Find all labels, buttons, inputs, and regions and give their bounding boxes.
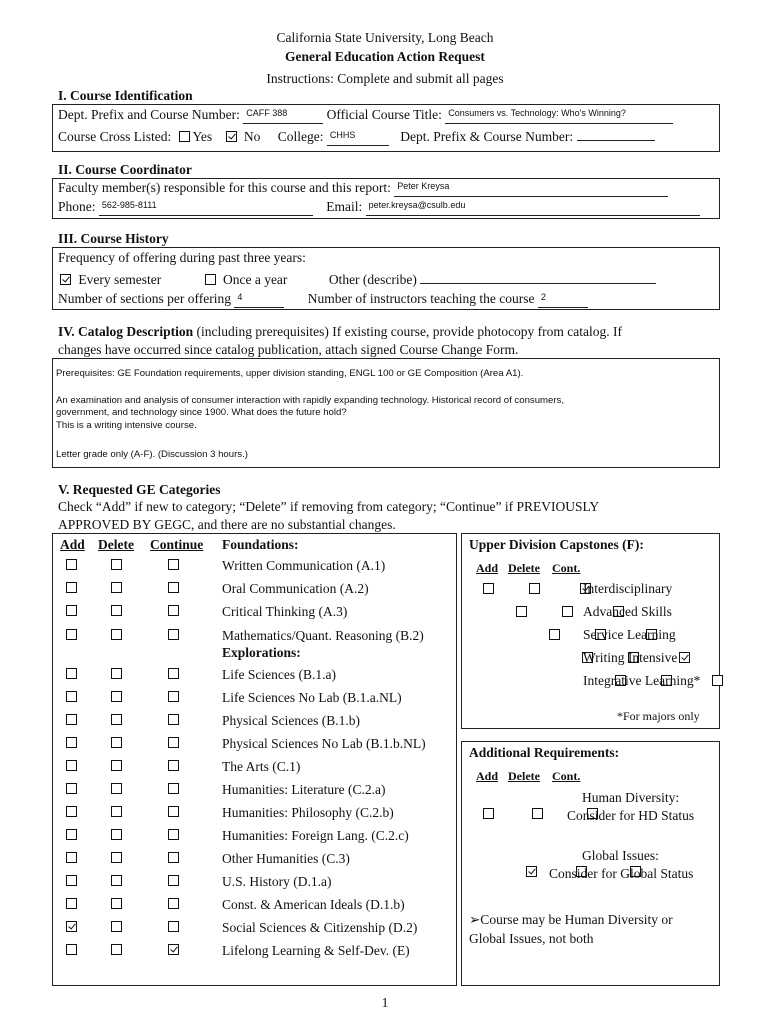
capstone-label: Integrative Learning* (583, 673, 701, 688)
university-name: California State University, Long Beach (276, 30, 494, 45)
category-label: Physical Sciences (B.1.b) (222, 713, 360, 728)
category-add-checkbox[interactable] (66, 944, 77, 955)
category-delete-checkbox[interactable] (111, 875, 122, 886)
dept-prefix-label: Dept. Prefix and Course Number: (58, 107, 240, 122)
add-col-cont: Cont. (552, 769, 581, 783)
category-label: Const. & American Ideals (D.1.b) (222, 897, 405, 912)
category-continue-checkbox[interactable] (168, 629, 179, 640)
category-delete-checkbox[interactable] (111, 921, 122, 932)
category-delete-checkbox[interactable] (111, 783, 122, 794)
cross-listed-yes-checkbox[interactable] (179, 131, 190, 142)
contact-row (58, 199, 700, 216)
category-continue-checkbox[interactable] (168, 691, 179, 702)
gi-add-checkbox[interactable] (526, 866, 537, 877)
category-delete-checkbox[interactable] (111, 582, 122, 593)
dept-prefix-value: CAFF 388 (246, 108, 288, 118)
section4-heading: IV. Catalog Description (58, 324, 194, 339)
ge-category-row (58, 828, 458, 850)
category-add-checkbox[interactable] (66, 898, 77, 909)
no-label: No (243, 129, 261, 144)
gi-label: Global Issues: (582, 848, 659, 863)
category-delete-checkbox[interactable] (111, 714, 122, 725)
category-delete-checkbox[interactable] (111, 806, 122, 817)
capstone-delete-checkbox[interactable] (562, 606, 573, 617)
phone-value: 562-985-8111 (101, 200, 157, 210)
capstone-label: Service Learning (583, 627, 676, 642)
section4-heading-rest: (including prerequisites) If existing course, provide photocopy from catalog. If (193, 324, 623, 339)
cross-listed-no-checkbox[interactable] (226, 131, 237, 142)
ge-category-row (58, 581, 458, 603)
cross-prefix-field[interactable] (577, 140, 655, 141)
capstone-add-checkbox[interactable] (549, 629, 560, 640)
cross-prefix-label: Dept. Prefix & Course Number: (400, 129, 574, 144)
sections-value: 4 (237, 292, 243, 302)
category-continue-checkbox[interactable] (168, 829, 179, 840)
category-label: Lifelong Learning & Self-Dev. (E) (222, 943, 410, 958)
college-value: CHHS (329, 130, 356, 140)
sections-label: Number of sections per offering (58, 291, 231, 306)
instructors-label: Number of instructors teaching the course (307, 291, 535, 306)
section1-heading: I. Course Identification (58, 88, 193, 103)
category-add-checkbox[interactable] (66, 582, 77, 593)
category-delete-checkbox[interactable] (111, 629, 122, 640)
hd-add-checkbox[interactable] (483, 808, 494, 819)
capstone-label: Interdisciplinary (583, 581, 673, 596)
category-label: Humanities: Literature (C.2.a) (222, 782, 386, 797)
foundations-heading: Foundations: (222, 537, 299, 552)
email-value: peter.kreysa@csulb.edu (368, 200, 466, 210)
category-continue-checkbox[interactable] (168, 559, 179, 570)
official-title-label: Official Course Title: (326, 107, 442, 122)
col-add-header: Add (60, 537, 85, 552)
category-add-checkbox[interactable] (66, 737, 77, 748)
category-add-checkbox[interactable] (66, 629, 77, 640)
ge-category-row (58, 897, 458, 919)
hd-delete-checkbox[interactable] (532, 808, 543, 819)
capstone-cont-checkbox[interactable] (712, 675, 723, 686)
category-continue-checkbox[interactable] (168, 944, 179, 955)
category-delete-checkbox[interactable] (111, 852, 122, 863)
category-delete-checkbox[interactable] (111, 760, 122, 771)
other-field[interactable] (420, 283, 656, 284)
ge-category-row (58, 805, 458, 827)
category-delete-checkbox[interactable] (111, 898, 122, 909)
section5-instr-2: APPROVED BY GEGC, and there are no substantial changes. (58, 517, 396, 532)
official-title-value: Consumers vs. Technology: Who's Winning? (448, 108, 626, 118)
page-number: 1 (381, 995, 389, 1010)
ge-category-row (58, 690, 458, 712)
category-label: Written Communication (A.1) (222, 558, 386, 573)
hd-sub: Consider for HD Status (567, 808, 695, 823)
catalog-desc-2: government, and technology since 1900. What does the future hold? (56, 407, 347, 418)
ge-category-row (58, 736, 458, 758)
frequency-row (60, 272, 656, 288)
ge-category-row (58, 558, 458, 580)
category-label: Humanities: Philosophy (C.2.b) (222, 805, 394, 820)
catalog-desc-4: Letter grade only (A-F). (Discussion 3 hours.) (56, 449, 248, 460)
ge-category-row (58, 782, 458, 804)
category-add-checkbox[interactable] (66, 691, 77, 702)
category-delete-checkbox[interactable] (111, 829, 122, 840)
col-delete-header: Delete (98, 537, 134, 552)
category-label: Oral Communication (A.2) (222, 581, 369, 596)
cap-col-add: Add (476, 561, 499, 575)
sections-field[interactable] (234, 291, 284, 308)
category-label: Humanities: Foreign Lang. (C.2.c) (222, 828, 409, 843)
category-label: The Arts (C.1) (222, 759, 301, 774)
ge-category-row (58, 759, 458, 781)
sections-row (58, 291, 588, 308)
category-continue-checkbox[interactable] (168, 921, 179, 932)
category-continue-checkbox[interactable] (168, 714, 179, 725)
category-add-checkbox[interactable] (66, 668, 77, 679)
email-label: Email: (326, 199, 363, 214)
capstones-heading: Upper Division Capstones (F): (469, 537, 644, 552)
section3-heading: III. Course History (58, 231, 169, 246)
phone-field[interactable] (99, 199, 313, 216)
ge-category-row (58, 604, 458, 626)
college-label: College: (277, 129, 324, 144)
ge-category-row (58, 628, 458, 650)
add-col-add: Add (476, 769, 499, 783)
category-continue-checkbox[interactable] (168, 737, 179, 748)
category-continue-checkbox[interactable] (168, 668, 179, 679)
category-continue-checkbox[interactable] (168, 605, 179, 616)
capstone-label: Advanced Skills (583, 604, 672, 619)
category-label: Life Sciences (B.1.a) (222, 667, 336, 682)
dept-prefix-row (58, 107, 673, 124)
ge-category-row (58, 713, 458, 735)
additional-heading: Additional Requirements: (469, 745, 620, 760)
category-label: Other Humanities (C.3) (222, 851, 350, 866)
frequency-label: Frequency of offering during past three years: (58, 250, 306, 265)
phone-label: Phone: (58, 199, 96, 214)
every-semester-checkbox[interactable] (60, 274, 71, 285)
category-add-checkbox[interactable] (66, 921, 77, 932)
cap-col-cont: Cont. (552, 561, 581, 575)
category-delete-checkbox[interactable] (111, 944, 122, 955)
category-delete-checkbox[interactable] (111, 559, 122, 570)
category-continue-checkbox[interactable] (168, 806, 179, 817)
category-delete-checkbox[interactable] (111, 668, 122, 679)
instructors-field[interactable] (538, 291, 588, 308)
explorations-heading: Explorations: (222, 645, 301, 660)
category-delete-checkbox[interactable] (111, 691, 122, 702)
ge-category-row (58, 851, 458, 873)
category-add-checkbox[interactable] (66, 605, 77, 616)
category-add-checkbox[interactable] (66, 559, 77, 570)
category-add-checkbox[interactable] (66, 760, 77, 771)
category-add-checkbox[interactable] (66, 829, 77, 840)
category-continue-checkbox[interactable] (168, 783, 179, 794)
category-add-checkbox[interactable] (66, 852, 77, 863)
category-label: Life Sciences No Lab (B.1.a.NL) (222, 690, 402, 705)
instructions: Instructions: Complete and submit all pages (266, 71, 504, 86)
category-add-checkbox[interactable] (66, 714, 77, 725)
capstone-cont-checkbox[interactable] (679, 652, 690, 663)
category-add-checkbox[interactable] (66, 783, 77, 794)
once-a-year-label: Once a year (222, 272, 288, 287)
capstone-add-checkbox[interactable] (483, 583, 494, 594)
ge-category-row (58, 920, 458, 942)
catalog-desc-1: An examination and analysis of consumer interaction with rapidly expanding technology. Historical record of consumers, (56, 395, 565, 406)
category-delete-checkbox[interactable] (111, 737, 122, 748)
category-continue-checkbox[interactable] (168, 852, 179, 863)
faculty-row (58, 180, 668, 197)
add-col-delete: Delete (508, 769, 540, 783)
catalog-desc-3: This is a writing intensive course. (56, 420, 197, 431)
col-continue-header: Continue (150, 537, 204, 552)
section5-instr-1: Check “Add” if new to category; “Delete” if removing from category; “Continue” if PREVIOUSLY (58, 499, 600, 514)
cap-col-delete: Delete (508, 561, 540, 575)
faculty-value: Peter Kreysa (397, 181, 450, 191)
category-continue-checkbox[interactable] (168, 898, 179, 909)
category-add-checkbox[interactable] (66, 875, 77, 886)
yes-label: Yes (192, 129, 213, 144)
ge-category-row (58, 874, 458, 896)
section5-heading: V. Requested GE Categories (58, 482, 221, 497)
note-line1: ➢Course may be Human Diversity or (469, 912, 673, 927)
other-label: Other (describe) (328, 272, 417, 287)
ge-category-row (58, 667, 458, 689)
form-title: General Education Action Request (285, 49, 485, 64)
once-a-year-checkbox[interactable] (205, 274, 216, 285)
category-add-checkbox[interactable] (66, 806, 77, 817)
cross-listed-label: Course Cross Listed: (58, 129, 172, 144)
instructors-value: 2 (540, 292, 546, 302)
dept-prefix-field[interactable] (243, 107, 323, 124)
capstone-delete-checkbox[interactable] (529, 583, 540, 594)
capstones-footnote: *For majors only (617, 709, 700, 723)
cross-listed-row (58, 129, 655, 146)
category-label: Social Sciences & Citizenship (D.2) (222, 920, 418, 935)
category-continue-checkbox[interactable] (168, 875, 179, 886)
category-label: Critical Thinking (A.3) (222, 604, 348, 619)
faculty-label: Faculty member(s) responsible for this course and this report: (58, 180, 391, 195)
email-field[interactable] (366, 199, 700, 216)
ge-category-row (58, 943, 458, 965)
every-semester-label: Every semester (78, 272, 162, 287)
category-label: Mathematics/Quant. Reasoning (B.2) (222, 628, 424, 643)
section2-heading: II. Course Coordinator (58, 162, 192, 177)
section4-heading-line2: changes have occurred since catalog publication, attach signed Course Change Form. (58, 342, 519, 357)
note-line2: Global Issues, not both (469, 931, 594, 946)
category-continue-checkbox[interactable] (168, 760, 179, 771)
category-continue-checkbox[interactable] (168, 582, 179, 593)
category-label: U.S. History (D.1.a) (222, 874, 332, 889)
hd-label: Human Diversity: (582, 790, 680, 805)
section4-heading-line1 (58, 324, 622, 340)
catalog-prereq: Prerequisites: GE Foundation requirements, upper division standing, ENGL 100 or GE Composition (Area A1). (56, 368, 524, 379)
gi-sub: Consider for Global Status (549, 866, 694, 881)
college-field[interactable] (327, 129, 389, 146)
capstone-add-checkbox[interactable] (516, 606, 527, 617)
capstone-label: Writing Intensive (583, 650, 678, 665)
faculty-field[interactable] (394, 180, 668, 197)
category-label: Physical Sciences No Lab (B.1.b.NL) (222, 736, 426, 751)
official-title-field[interactable] (445, 107, 673, 124)
category-delete-checkbox[interactable] (111, 605, 122, 616)
